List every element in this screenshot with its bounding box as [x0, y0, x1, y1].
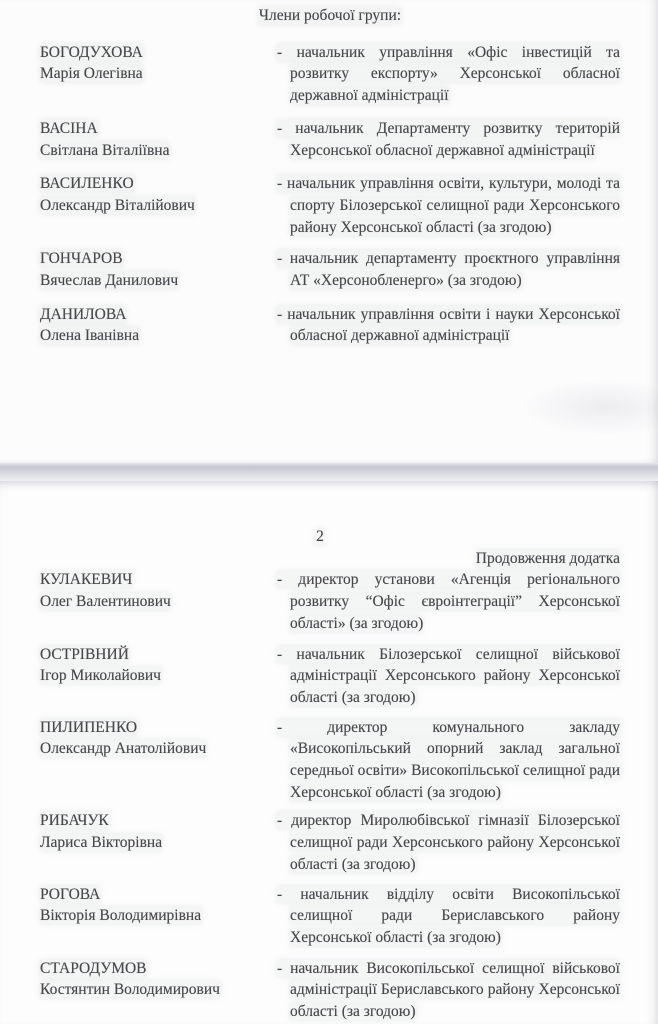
member-role: [277, 118, 620, 161]
member-role-text: - начальник Білозерської селищної військової адміністрації Херсонського району Херсонської області (за згодою): [277, 645, 620, 706]
member-role-text: - начальник управління освіти і науки Херсонської обласної державної адміністрації: [277, 305, 620, 345]
member-given-name: Олександр Анатолійович: [40, 740, 207, 758]
member-surname: ГОНЧАРОВ: [40, 250, 123, 268]
member-name: [40, 304, 277, 347]
member-role-text: - директор установи «Агенція регіонального розвитку “Офіс євроінтеграції” Херсонської області» (за згодою): [277, 571, 620, 632]
member-given-name: Марія Олегівна: [40, 65, 143, 83]
member-given-name: Костянтин Володимирович: [40, 981, 220, 999]
member-given-name: Олена Іванівна: [40, 327, 140, 345]
page-1: [0, 0, 658, 463]
member-role: [277, 42, 620, 107]
member-row: [40, 118, 620, 161]
member-row: [40, 42, 620, 107]
member-row: [40, 884, 620, 949]
member-role: [277, 958, 620, 1023]
page-2: [0, 481, 658, 1024]
member-row: [40, 173, 620, 238]
member-role-text: - начальник Високопільської селищної військової адміністрації Бериславського району Херсонської області (за згодою): [277, 959, 620, 1021]
member-surname: РОГОВА: [40, 885, 101, 903]
member-name: [40, 569, 277, 634]
member-role: [277, 717, 620, 804]
member-role-text: - начальник Департаменту розвитку територій Херсонської обласної державної адміністрації: [277, 119, 620, 159]
member-name: [40, 42, 277, 107]
member-role: [277, 810, 620, 875]
member-given-name: Лариса Вікторівна: [40, 834, 163, 852]
member-surname: ДАНИЛОВА: [40, 305, 127, 323]
member-role-text: - начальник департаменту проєктного управління АТ «Херсонобленерго» (за згодою): [277, 250, 620, 290]
member-role: [277, 248, 620, 291]
member-name: [40, 884, 277, 949]
member-row: [40, 569, 620, 634]
member-role-text: - начальник управління «Офіс інвестицій та розвитку експорту» Херсонської обласної державної адміністрації: [277, 43, 620, 105]
member-name: [40, 118, 277, 161]
member-surname: РИБАЧУК: [40, 812, 109, 830]
member-surname: ВАСИЛЕНКО: [40, 175, 134, 193]
member-row: [40, 644, 620, 709]
member-role-text: - директор Миролюбівської гімназії Білозерської селищної ради Херсонського району Херсонської області (за згодою): [277, 812, 620, 873]
member-given-name: Ігор Миколайович: [40, 667, 161, 685]
page-number: [30, 526, 610, 548]
member-surname: ПИЛИПЕНКО: [40, 718, 138, 736]
page-divider: [0, 463, 658, 481]
page-title: [40, 5, 620, 27]
member-row: [40, 304, 620, 347]
member-name: [40, 810, 277, 875]
member-name: [40, 644, 277, 709]
member-name: [40, 717, 277, 804]
member-role-text: - начальник відділу освіти Високопільської селищної ради Бериславського району Херсонської області (за згодою): [277, 885, 620, 946]
member-surname: БОГОДУХОВА: [40, 43, 143, 61]
member-role-text: - начальник управління освіти, культури, молоді та спорту Білозерської селищної ради Херсонського району Херсонської області (за згодою): [277, 175, 620, 236]
continuation-note-text: Продовження додатка: [475, 549, 620, 567]
member-given-name: Вікторія Володимирівна: [40, 907, 202, 925]
member-surname: СТАРОДУМОВ: [40, 959, 147, 977]
member-name: [40, 248, 277, 291]
page-number-text: 2: [316, 528, 324, 545]
member-given-name: Світлана Віталіївна: [40, 141, 170, 159]
member-role-text: - директор комунального закладу «Високопільський опорний заклад загальної середньої освіти» Високопільської селищної ради Херсонської області (за згодою): [277, 718, 620, 801]
page-title-text: Члени робочої групи:: [258, 7, 402, 24]
member-role: [277, 884, 620, 949]
member-role: [277, 644, 620, 709]
member-row: [40, 958, 620, 1023]
member-row: [40, 810, 620, 875]
member-given-name: Олег Валентинович: [40, 593, 171, 611]
member-name: [40, 958, 277, 1023]
member-surname: КУЛАКЕВИЧ: [40, 571, 133, 589]
member-given-name: Олександр Віталійович: [40, 196, 195, 214]
member-role: [277, 173, 620, 238]
member-row: [40, 717, 620, 804]
member-row: [40, 248, 620, 291]
member-role: [277, 569, 620, 634]
member-name: [40, 173, 277, 238]
continuation-note: [40, 548, 620, 570]
member-surname: ОСТРІВНИЙ: [40, 645, 129, 663]
member-given-name: Вячеслав Данилович: [40, 272, 179, 290]
member-role: [277, 304, 620, 347]
member-surname: ВАСІНА: [40, 119, 98, 137]
